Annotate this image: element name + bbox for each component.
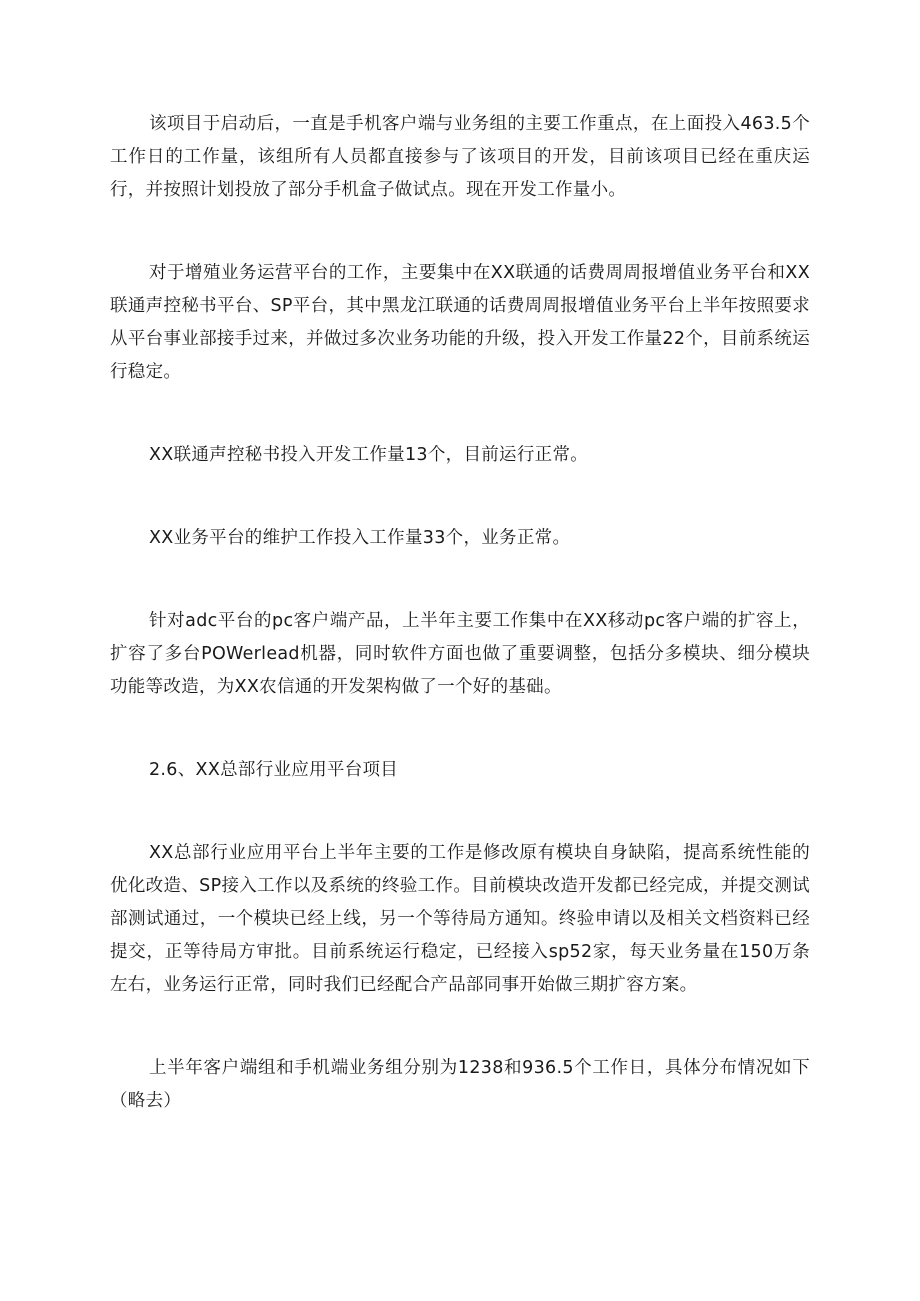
paragraph-adc-pc-client: 针对adc平台的pc客户端产品，上半年主要工作集中在XX移动pc客户端的扩容上，扩容了多台POWerlead机器，同时软件方面也做了重要调整，包括分多模块、细分模块功能等改造，为XX农信通的开发架构做了一个好的基础。 [110, 611, 810, 697]
paragraph-mobile-client-project: 该项目于启动后，一直是手机客户端与业务组的主要工作重点，在上面投入463.5个工作日的工作量，该组所有人员都直接参与了该项目的开发，目前该项目已经在重庆运行，并按照计划投放了部分手机盒子做试点。现在开发工作量小。 [110, 114, 810, 200]
paragraph-business-platform-maintenance: XX业务平台的维护工作投入工作量33个，业务正常。 [149, 528, 571, 548]
paragraph-voice-secretary: XX联通声控秘书投入开发工作量13个，目前运行正常。 [149, 445, 589, 465]
paragraph-value-added-platform: 对于增殖业务运营平台的工作，主要集中在XX联通的话费周周报增值业务平台和XX联通声控秘书平台、SP平台，其中黑龙江联通的话费周周报增值业务平台上半年按照要求从平台事业部接手过来，并做过多次业务功能的升级，投入开发工作量22个，目前系统运行稳定。 [110, 263, 810, 382]
paragraph-workday-summary: 上半年客户端组和手机端业务组分别为1238和936.5个工作日，具体分布情况如下（略去） [110, 1058, 810, 1111]
section-heading-2-6: 2.6、XX总部行业应用平台项目 [149, 760, 399, 780]
document-body [110, 108, 810, 1168]
paragraph-hq-industry-platform: XX总部行业应用平台上半年主要的工作是修改原有模块自身缺陷，提高系统性能的优化改造、SP接入工作以及系统的终验工作。目前模块改造开发都已经完成，并提交测试部测试通过，一个模块已经上线，另一个等待局方通知。终验申请以及相关文档资料已经提交，正等待局方审批。目前系统运行稳定，已经接入sp52家，每天业务量在150万条左右，业务运行正常，同时我们已经配合产品部同事开始做三期扩容方案。 [110, 843, 810, 995]
